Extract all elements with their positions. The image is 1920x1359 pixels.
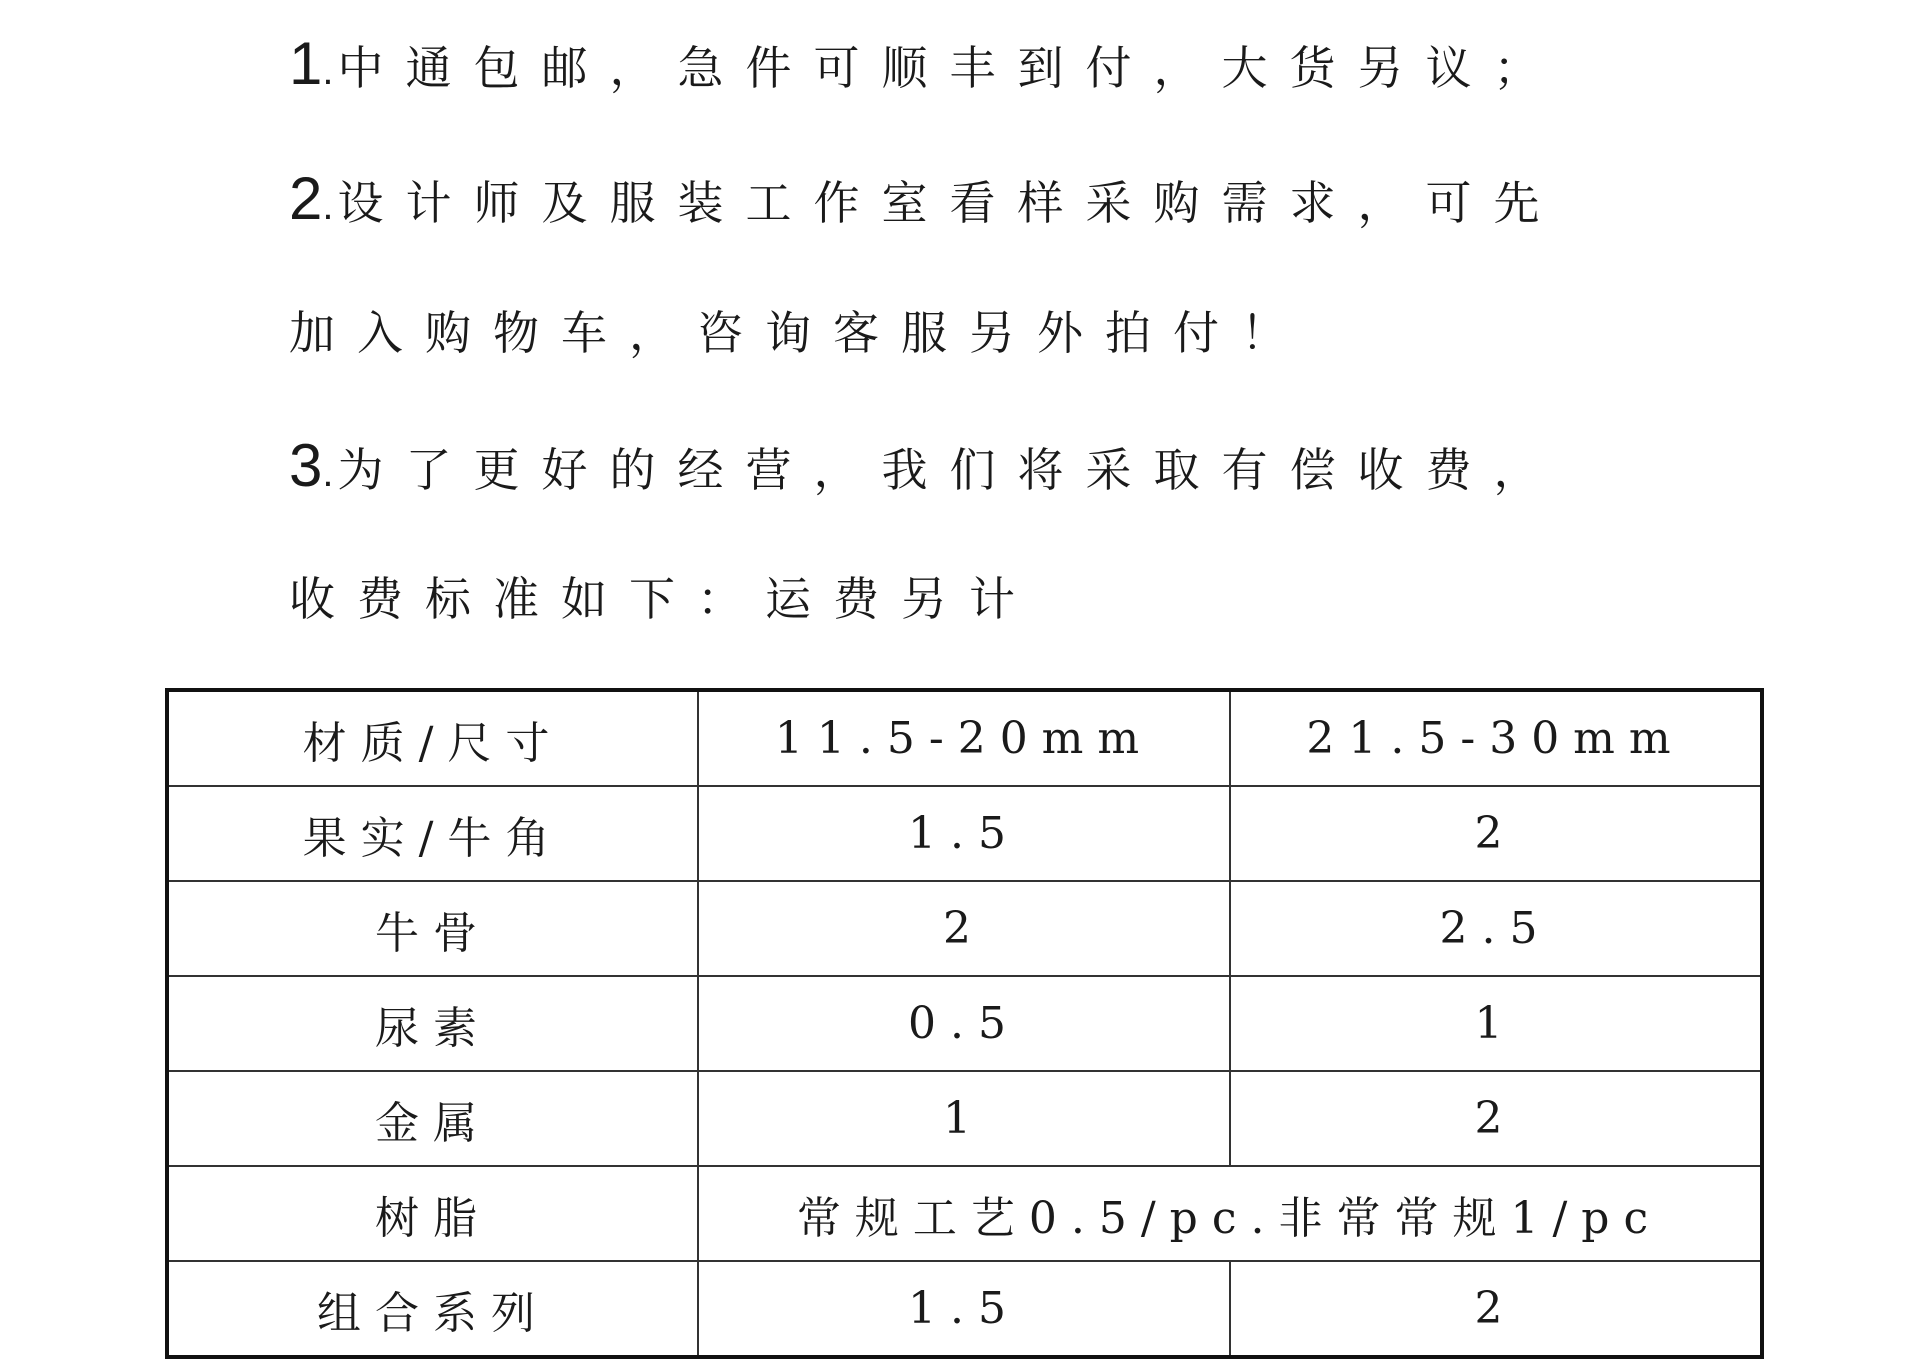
price-cell: 1 bbox=[1230, 976, 1762, 1071]
table-row-resin bbox=[167, 1166, 1762, 1261]
note-text: 为了更好的经营，我们将采取有偿收费， bbox=[337, 443, 1562, 497]
price-cell: 2 bbox=[698, 881, 1230, 976]
price-cell: 1.5 bbox=[698, 786, 1230, 881]
note-text: 收费标准如下：运费另计 bbox=[289, 572, 1037, 626]
header-cell-size-small: 11.5-20mm bbox=[698, 690, 1230, 786]
price-cell: 0.5 bbox=[698, 976, 1230, 1071]
price-cell: 2 bbox=[1230, 1071, 1762, 1166]
note-line-2-continued bbox=[289, 293, 1309, 373]
table-row bbox=[167, 786, 1762, 881]
note-number: 3 bbox=[289, 432, 323, 499]
table-row bbox=[167, 881, 1762, 976]
price-cell: 2.5 bbox=[1230, 881, 1762, 976]
note-dot: . bbox=[322, 451, 338, 495]
price-cell: 2 bbox=[1230, 786, 1762, 881]
note-text: 中通包邮，急件可顺丰到付，大货另议； bbox=[337, 41, 1562, 95]
note-text: 加入购物车，咨询客服另外拍付！ bbox=[289, 306, 1309, 360]
note-dot: . bbox=[322, 184, 338, 228]
header-cell-material: 材质/尺寸 bbox=[167, 690, 698, 786]
header-cell-size-large: 21.5-30mm bbox=[1230, 690, 1762, 786]
price-cell: 1 bbox=[698, 1071, 1230, 1166]
table-row bbox=[167, 1261, 1762, 1357]
material-cell: 树脂 bbox=[167, 1166, 698, 1261]
note-number: 1 bbox=[289, 30, 323, 97]
note-text: 设计师及服装工作室看样采购需求，可先 bbox=[337, 176, 1562, 230]
note-line-1 bbox=[289, 24, 1562, 104]
note-line-2 bbox=[289, 159, 1562, 239]
note-dot: . bbox=[322, 49, 338, 93]
table-header-row bbox=[167, 690, 1762, 786]
price-cell: 2 bbox=[1230, 1261, 1762, 1357]
note-line-3 bbox=[289, 426, 1562, 506]
table-row bbox=[167, 1071, 1762, 1166]
material-cell: 牛骨 bbox=[167, 881, 698, 976]
price-cell-merged: 常规工艺0.5/pc.非常常规1/pc bbox=[698, 1166, 1762, 1261]
note-number: 2 bbox=[289, 165, 323, 232]
material-cell: 尿素 bbox=[167, 976, 698, 1071]
table-row bbox=[167, 976, 1762, 1071]
fee-table bbox=[165, 688, 1764, 1359]
material-cell: 组合系列 bbox=[167, 1261, 698, 1357]
material-cell: 金属 bbox=[167, 1071, 698, 1166]
note-line-3-continued bbox=[289, 559, 1037, 639]
price-cell: 1.5 bbox=[698, 1261, 1230, 1357]
material-cell: 果实/牛角 bbox=[167, 786, 698, 881]
